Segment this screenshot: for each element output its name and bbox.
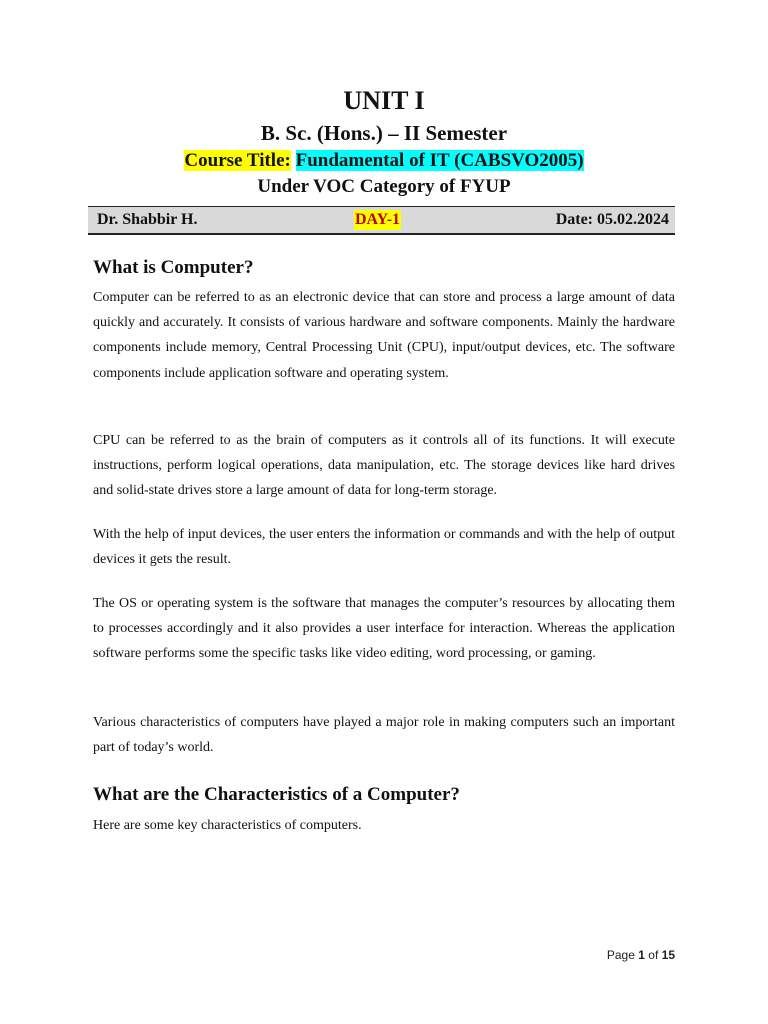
paragraph: Here are some key characteristics of computers. (93, 818, 362, 833)
section-heading: What is Computer? (93, 257, 254, 278)
page-current: 1 (638, 948, 645, 962)
course-name: Fundamental of IT (CABSVO2005) (295, 150, 584, 171)
unit-title: UNIT I (343, 86, 425, 115)
page-label: Page (606, 948, 635, 962)
paragraph: Computer can be referred to as an electronic device that can store and process a large amount of data quickly and accurately. It consists of various hardware and software components. Mainly the hardware components include memory, Central Processing Unit (CPU), input/output devices, etc. The software components include application software and operating system. (93, 290, 675, 381)
info-bar (88, 206, 675, 235)
page-number (607, 946, 675, 964)
paragraph: CPU can be referred to as the brain of computers as it controls all of its functions. It will execute instructions, perform logical operations, data manipulation, etc. The storage devices like hard drives and solid-state drives store a large amount of data for long-term storage. (93, 433, 675, 499)
author-name: Dr. Shabbir H. (97, 211, 198, 228)
lecture-date: Date: 05.02.2024 (555, 211, 669, 228)
category-title: Under VOC Category of FYUP (257, 176, 511, 197)
course-label: Course Title: (184, 150, 291, 171)
degree-title: B. Sc. (Hons.) – II Semester (260, 121, 508, 145)
page-of: of (648, 948, 659, 962)
page-total: 15 (661, 948, 675, 962)
paragraph: The OS or operating system is the software that manages the computer’s resources by allocating them to processes accordingly and it also provides a user interface for interaction. Whereas the application software performs some the specific tasks like video editing, word processing, or gaming. (93, 596, 675, 662)
section-heading: What are the Characteristics of a Computer? (93, 784, 460, 805)
paragraph: With the help of input devices, the user enters the information or commands and with the help of output devices it gets the result. (93, 527, 675, 568)
day-badge: DAY-1 (355, 211, 401, 228)
course-title (0, 148, 768, 174)
paragraph: Various characteristics of computers have played a major role in making computers such an important part of today’s world. (93, 715, 675, 756)
